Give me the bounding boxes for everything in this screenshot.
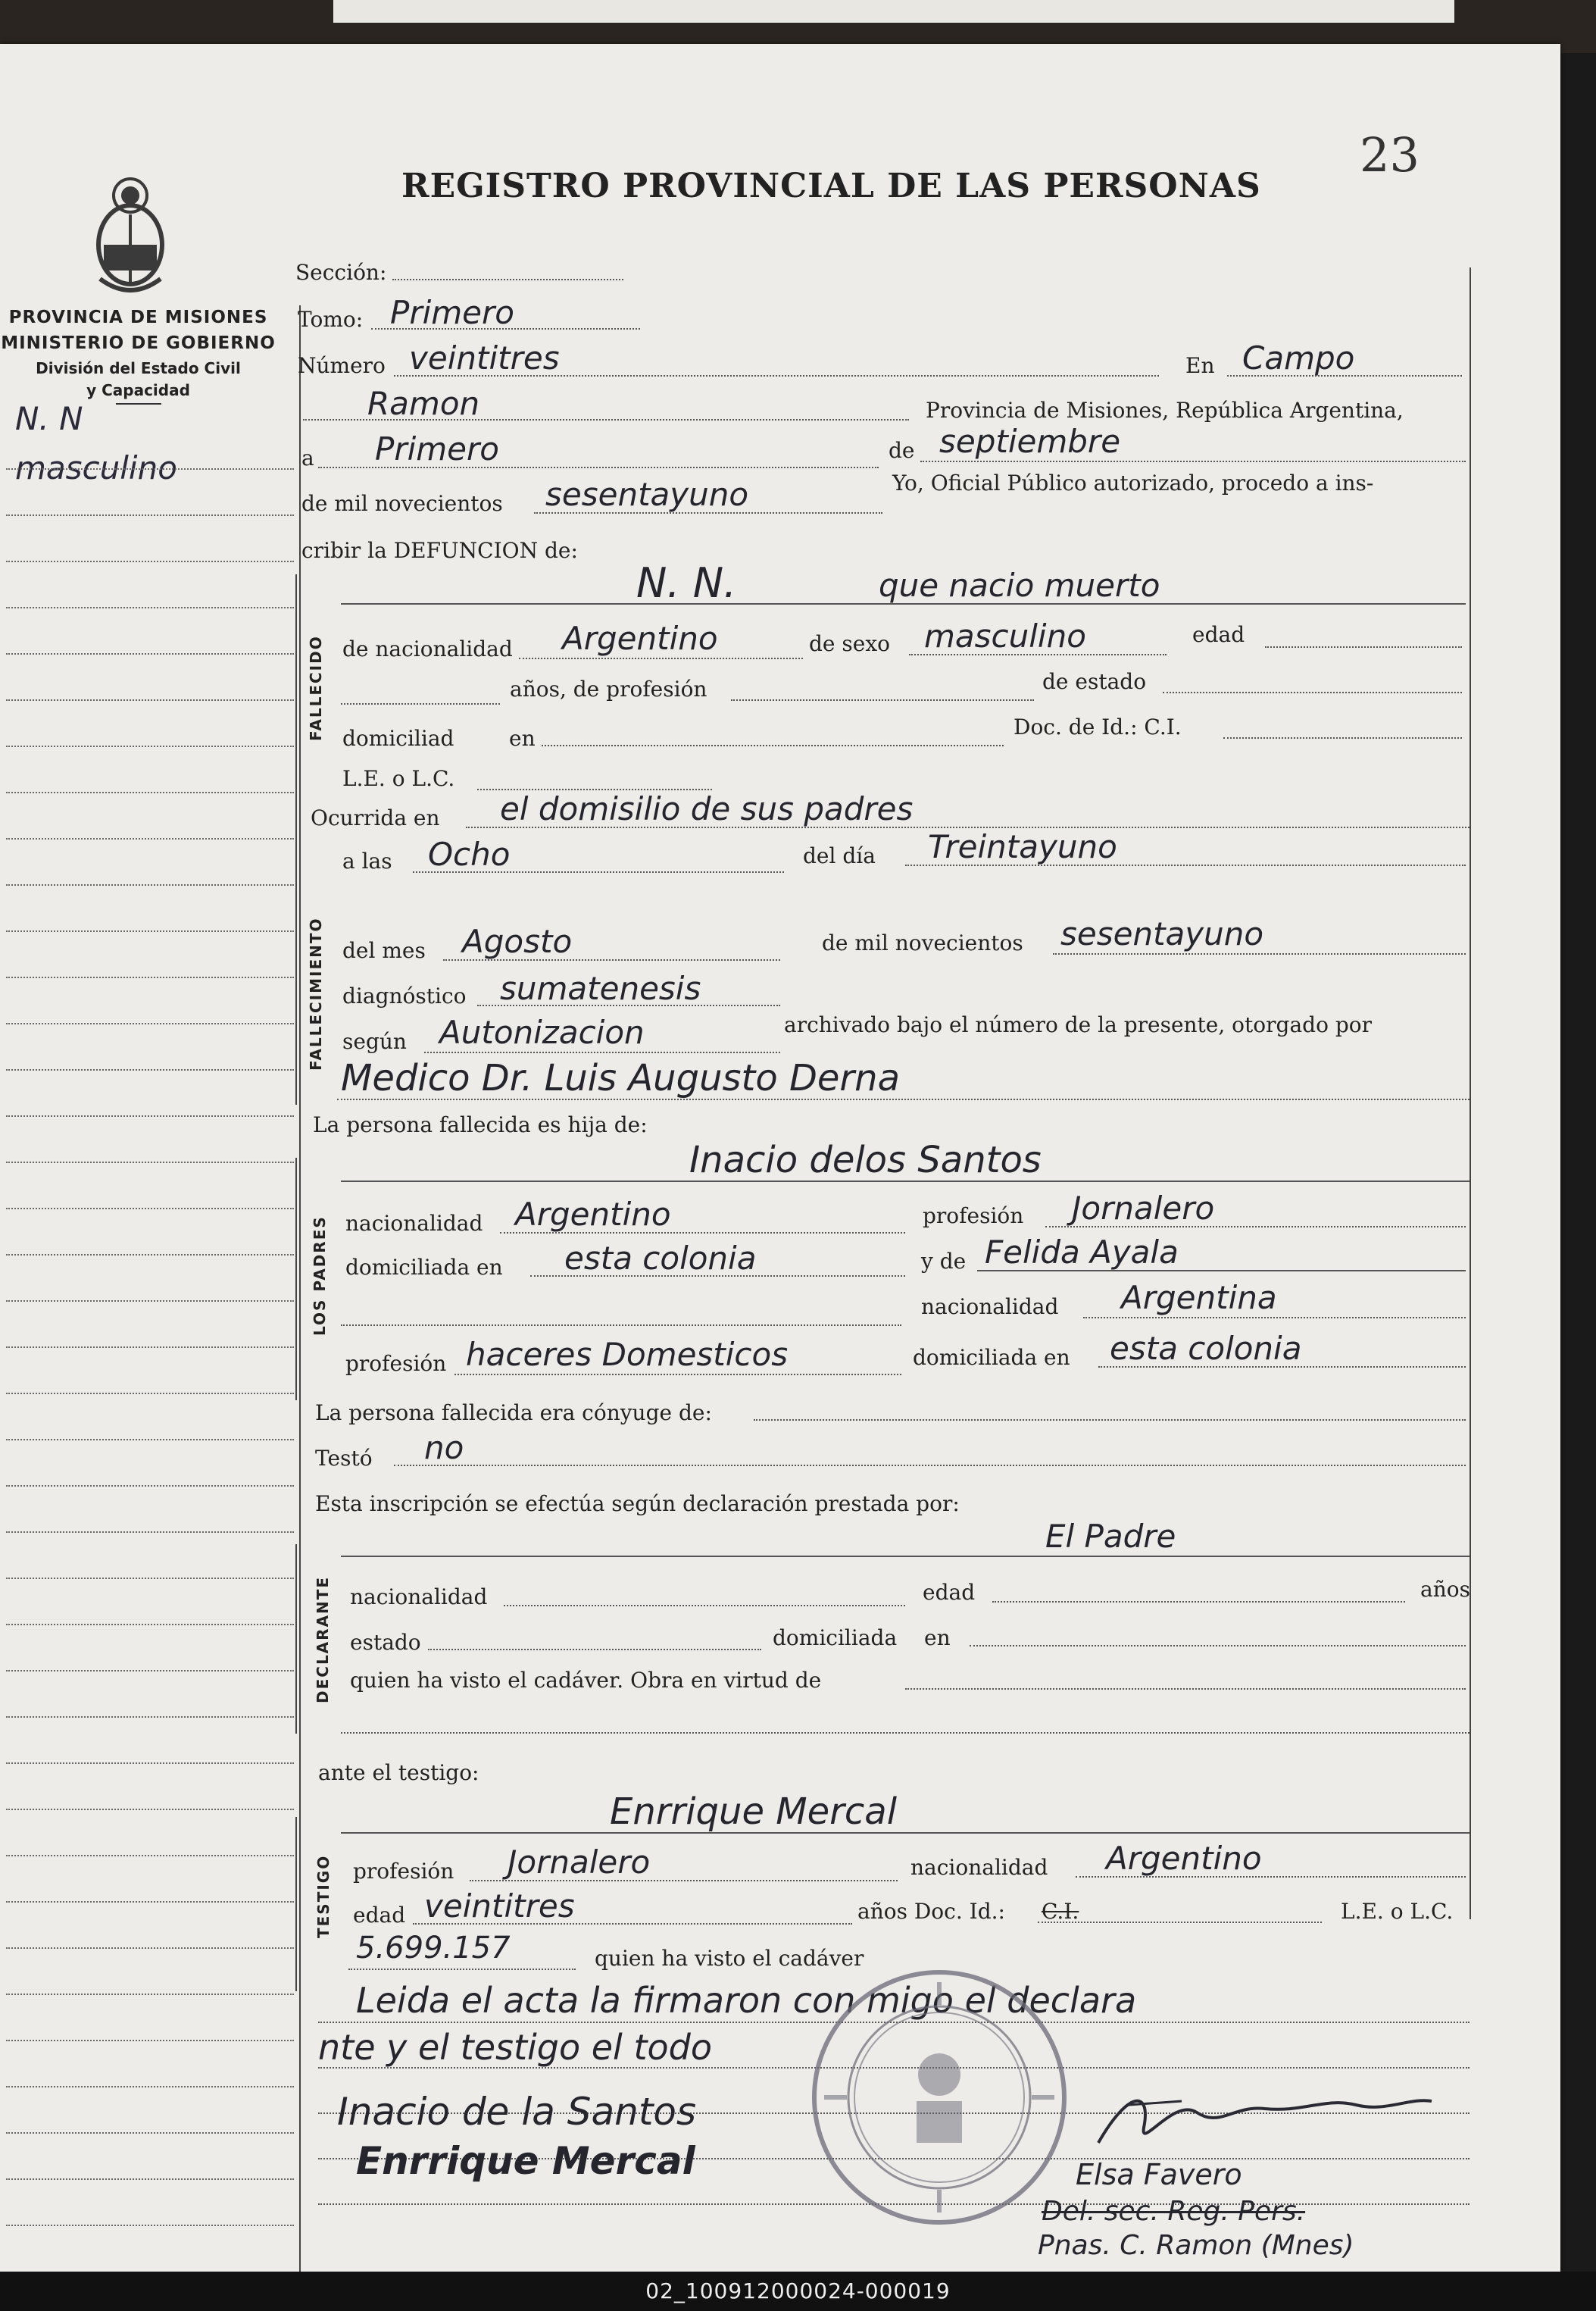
label-doc: Doc. de Id.: C.I.	[1014, 715, 1182, 740]
label-diagnostico: diagnóstico	[342, 984, 467, 1009]
value-dia-fallecimiento: Treintayuno	[928, 828, 1117, 865]
field-line	[1163, 692, 1462, 693]
label-en: En	[1185, 353, 1215, 378]
label-nacionalidad-madre: nacionalidad	[921, 1294, 1059, 1319]
margin-rule-line	[6, 514, 294, 516]
field-line	[1265, 646, 1462, 648]
value-nota: que nacio muerto	[879, 567, 1160, 604]
margin-rule-line	[6, 930, 294, 932]
margin-rule-line	[6, 607, 294, 608]
right-rule	[1470, 267, 1471, 1919]
label-declarante-en: en	[924, 1625, 951, 1650]
margin-sex: masculino	[15, 449, 177, 486]
label-y-de: y de	[921, 1249, 967, 1274]
field-line	[977, 1270, 1466, 1271]
label-edad: edad	[1192, 622, 1245, 647]
label-testigo-le: L.E. o L.C.	[1341, 1899, 1454, 1924]
field-line	[909, 654, 1167, 655]
field-line	[341, 603, 1466, 605]
field-line	[920, 461, 1466, 462]
margin-rule-line	[6, 2178, 294, 2180]
margin-rule-line	[6, 1115, 294, 1117]
label-de: de	[889, 438, 915, 463]
institution-block	[0, 308, 276, 405]
margin-rule-line	[6, 561, 294, 562]
divider	[116, 403, 161, 405]
field-line	[1223, 737, 1462, 739]
field-line	[303, 419, 909, 421]
label-domiciliada-madre: domiciliada en	[913, 1345, 1070, 1370]
page-number: 23	[1360, 127, 1420, 183]
margin-rule-line	[6, 1393, 294, 1394]
value-declarante: El Padre	[1045, 1518, 1176, 1555]
field-line	[970, 1645, 1466, 1646]
margin-name: N. N	[15, 400, 83, 437]
label-nacionalidad-padre: nacionalidad	[345, 1211, 483, 1236]
field-line	[504, 1605, 905, 1606]
institution-ministry: MINISTERIO DE GOBIERNO	[1, 333, 276, 353]
value-testigo-edad: veintitres	[424, 1887, 575, 1925]
label-testigo-anos: años Doc. Id.:	[857, 1899, 1005, 1924]
label-domiciliada-padre: domiciliada en	[345, 1255, 503, 1280]
margin-rule-line	[6, 2132, 294, 2134]
margin-rule-line	[6, 1947, 294, 1949]
official-name: Elsa Favero	[1076, 2158, 1242, 2191]
margin-rule-line	[6, 2040, 294, 2041]
value-madre-profesion: haceres Domesticos	[466, 1336, 789, 1373]
label-de-nacionalidad: de nacionalidad	[342, 636, 513, 661]
value-ocurrida: el domisilio de sus padres	[500, 790, 914, 827]
margin-rule-line	[6, 1855, 294, 1856]
margin-rule-line	[6, 2086, 294, 2087]
label-testigo-visto: quien ha visto el cadáver	[595, 1946, 864, 1971]
label-anos-profesion: años, de profesión	[510, 677, 707, 702]
field-line	[731, 699, 1034, 701]
margin-rule-line	[6, 2225, 294, 2226]
label-declarante-nacionalidad: nacionalidad	[350, 1584, 488, 1609]
value-nombre: N. N.	[636, 559, 737, 607]
field-line	[992, 1601, 1405, 1603]
label-hija: La persona fallecida es hija de:	[313, 1112, 648, 1137]
value-sexo: masculino	[924, 618, 1086, 655]
margin-rule-line	[6, 1162, 294, 1163]
field-line	[392, 279, 623, 280]
label-profesion-padre: profesión	[923, 1203, 1024, 1228]
field-line	[428, 1649, 761, 1650]
margin-rule-line	[6, 1762, 294, 1764]
value-tomo: Primero	[390, 294, 514, 331]
value-madre-domicilio: esta colonia	[1110, 1330, 1302, 1367]
label-declarante-estado: estado	[350, 1630, 421, 1655]
value-padre: Inacio delos Santos	[689, 1139, 1042, 1181]
margin-rule-line	[6, 1809, 294, 1810]
field-line	[1053, 953, 1466, 955]
field-line	[341, 1556, 1470, 1557]
label-testigo-nacionalidad: nacionalidad	[910, 1855, 1048, 1880]
margin-rule-line	[6, 884, 294, 886]
label-de-estado: de estado	[1042, 669, 1147, 694]
institution-division: División del Estado Civil	[36, 359, 241, 377]
label-declarante-visto: quien ha visto el cadáver. Obra en virtud de	[350, 1668, 822, 1693]
field-line	[1098, 1366, 1466, 1368]
label-del-dia: del día	[803, 843, 876, 868]
margin-rule-line	[6, 746, 294, 747]
margin-rule-line	[6, 468, 294, 470]
label-ocurrida: Ocurrida en	[311, 805, 440, 830]
margin-rule-line	[6, 1208, 294, 1209]
label-ante-testigo: ante el testigo:	[318, 1760, 479, 1785]
label-testigo-edad: edad	[353, 1903, 406, 1928]
margin-rule-line	[6, 1023, 294, 1024]
side-testigo: TESTIGO	[314, 1854, 333, 1938]
field-line	[443, 959, 780, 961]
label-domiciliad: domiciliad	[342, 726, 454, 751]
margin-rule-line	[6, 1531, 294, 1533]
field-line	[318, 467, 879, 468]
field-line	[394, 375, 1159, 377]
margin-rule-line	[6, 1624, 294, 1625]
institution-province: PROVINCIA DE MISIONES	[8, 308, 268, 327]
margin-rule-line	[6, 792, 294, 793]
label-testo: Testó	[315, 1446, 373, 1471]
label-yo: Yo, Oficial Público autorizado, procedo a ins-	[892, 471, 1374, 496]
field-line	[477, 1005, 780, 1006]
label-de-mil-fallecimiento: de mil novecientos	[822, 930, 1023, 955]
field-line	[454, 1374, 901, 1375]
value-testigo-nacionalidad: Argentino	[1106, 1840, 1262, 1877]
signature-witness: Enrrique Mercal	[356, 2139, 695, 2183]
margin-rule-line	[6, 1994, 294, 1995]
value-medico: Medico Dr. Luis Augusto Derna	[341, 1057, 900, 1099]
label-le: L.E. o L.C.	[342, 766, 455, 791]
field-line	[500, 1232, 905, 1234]
field-line	[341, 1181, 1470, 1182]
field-line	[341, 703, 500, 705]
value-segun: Autonizacion	[439, 1014, 645, 1051]
field-line	[371, 328, 640, 330]
label-testigo-profesion: profesión	[353, 1859, 454, 1884]
document-page	[0, 44, 1560, 2272]
label-tomo: Tomo:	[298, 307, 364, 332]
field-line	[1045, 1226, 1466, 1227]
field-line	[530, 1275, 905, 1277]
signature-father: Inacio de la Santos	[337, 2090, 697, 2134]
document-title: REGISTRO PROVINCIAL DE LAS PERSONAS	[401, 167, 1261, 205]
value-padre-domicilio: esta colonia	[564, 1240, 757, 1277]
side-declarante: DECLARANTE	[314, 1575, 332, 1703]
margin-rule-line	[6, 1485, 294, 1487]
label-archivado: archivado bajo el número de la presente, otorgado por	[784, 1012, 1372, 1037]
field-line	[394, 1465, 1466, 1466]
margin-rule-line	[6, 1069, 294, 1071]
field-line	[337, 1099, 1470, 1100]
margin-rule-line	[6, 699, 294, 701]
coat-of-arms-icon	[85, 169, 176, 298]
label-del-mes: del mes	[342, 938, 426, 963]
field-line	[542, 745, 1004, 746]
label-provincia: Provincia de Misiones, República Argentina,	[926, 398, 1404, 423]
label-declarante-anos: años	[1420, 1577, 1470, 1602]
label-profesion-madre: profesión	[345, 1351, 447, 1376]
institution-capacity: y Capacidad	[86, 381, 190, 399]
value-lugar: Ramon	[367, 385, 480, 422]
label-de-sexo: de sexo	[809, 631, 890, 656]
field-line	[534, 512, 882, 514]
note-line-2: nte y el testigo el todo	[318, 2027, 712, 2068]
official-title: Del. sec. Reg. Pers.	[1042, 2196, 1306, 2227]
margin-rule-line	[6, 1901, 294, 1903]
margin-rule-line	[6, 1300, 294, 1302]
field-line	[1038, 1922, 1322, 1923]
label-segun: según	[342, 1029, 407, 1054]
field-line	[413, 1923, 852, 1925]
value-mes: septiembre	[939, 423, 1121, 460]
field-line	[1083, 1317, 1466, 1318]
label-declarante-domiciliada: domiciliada	[773, 1625, 898, 1650]
field-line	[424, 1052, 780, 1053]
field-line	[905, 865, 1466, 866]
label-numero: Número	[298, 353, 386, 378]
official-location: Pnas. C. Ramon (Mnes)	[1038, 2230, 1354, 2261]
field-line	[348, 1969, 576, 1970]
field-line	[341, 1732, 1470, 1734]
side-fallecido: FALLECIDO	[307, 635, 325, 741]
previous-page-edge	[333, 0, 1454, 23]
note-line-1: Leida el acta la firmaron con migo el declara	[356, 1980, 1137, 2021]
value-padre-nacionalidad: Argentino	[515, 1196, 671, 1233]
value-nacionalidad: Argentino	[562, 620, 718, 657]
value-testigo: Enrrique Mercal	[610, 1790, 898, 1833]
side-padres: LOS PADRES	[311, 1215, 329, 1336]
value-mes-fallecimiento: Agosto	[462, 923, 573, 960]
value-anio-fallecimiento: sesentayuno	[1060, 915, 1264, 952]
label-testigo-ci: C.I.	[1042, 1899, 1079, 1924]
value-testo: no	[424, 1429, 464, 1466]
field-line	[519, 658, 803, 659]
label-declarante-edad: edad	[923, 1580, 976, 1605]
label-cribir: cribir la DEFUNCION de:	[301, 538, 578, 563]
side-fallecimiento: FALLECIMIENTO	[307, 917, 325, 1071]
margin-rule-line	[6, 1254, 294, 1256]
label-conyuge: La persona fallecida era cónyuge de:	[315, 1400, 712, 1425]
field-line	[470, 1880, 898, 1881]
official-signature-icon	[1083, 2082, 1439, 2166]
margin-rule-line	[6, 653, 294, 655]
value-hora: Ocho	[428, 836, 511, 873]
margin-rule-line	[6, 1716, 294, 1718]
label-inscripcion: Esta inscripción se efectúa según declaración prestada por:	[315, 1491, 960, 1516]
field-line	[413, 871, 784, 873]
official-stamp-icon	[803, 1961, 1076, 2234]
label-de-mil: de mil novecientos	[301, 491, 503, 516]
field-line	[341, 1324, 901, 1326]
margin-rule-line	[6, 838, 294, 840]
value-testigo-profesion: Jornalero	[508, 1843, 651, 1881]
field-line	[754, 1419, 1466, 1421]
margin-rule-line	[6, 1439, 294, 1440]
value-anio: sesentayuno	[545, 476, 749, 513]
field-line	[341, 1832, 1470, 1834]
field-line	[1076, 1876, 1466, 1878]
value-madre: Felida Ayala	[985, 1234, 1179, 1271]
value-dia: Primero	[375, 430, 499, 468]
value-padre-profesion: Jornalero	[1072, 1190, 1215, 1227]
margin-rule-line	[6, 1578, 294, 1579]
label-a-las: a las	[342, 849, 392, 874]
value-en: Campo	[1242, 339, 1355, 377]
value-numero: veintitres	[409, 339, 560, 377]
label-en-domicilio: en	[509, 726, 536, 751]
margin-rule-line	[6, 1670, 294, 1671]
value-diagnostico: sumatenesis	[500, 970, 701, 1007]
margin-rule-line	[6, 1346, 294, 1348]
scan-caption: 02_100912000024-000019	[0, 2272, 1596, 2311]
margin-rule-line	[6, 977, 294, 978]
value-madre-nacionalidad: Argentina	[1121, 1279, 1277, 1316]
value-testigo-documento: 5.699.157	[356, 1931, 511, 1965]
label-seccion: Sección:	[295, 260, 387, 285]
field-line	[905, 1688, 1466, 1690]
label-a: a	[301, 446, 314, 471]
field-line	[1227, 375, 1462, 377]
